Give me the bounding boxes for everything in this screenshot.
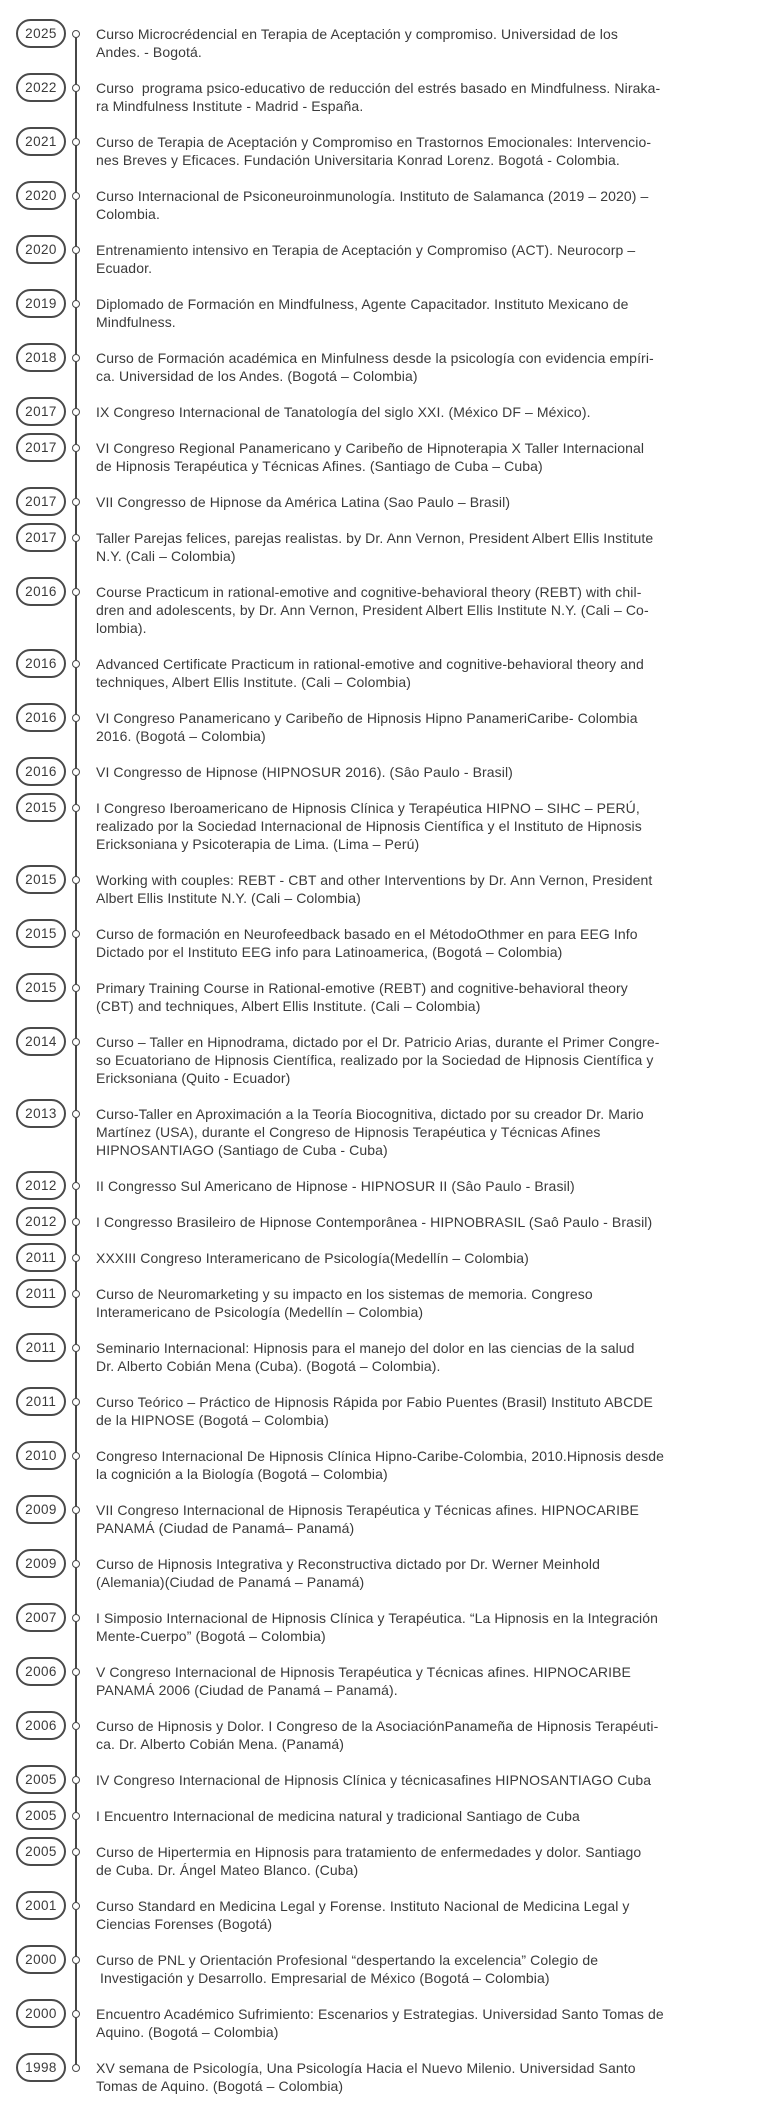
entry-description [96,439,751,475]
year-badge: 2006 [16,1657,66,1686]
entry-description [96,187,751,223]
timeline-dot-icon [72,300,80,308]
entry-year-column [0,1033,96,1051]
timeline-dot-icon [72,246,80,254]
timeline-dot-icon [72,768,80,776]
timeline-entry [0,493,751,511]
entry-text-line: ca. Universidad de los Andes. (Bogotá – Colombia) [96,368,418,384]
entry-year-column [0,709,96,727]
year-badge: 2015 [16,793,66,822]
entry-text-line: Taller Parejas felices, parejas realistas. by Dr. Ann Vernon, President Albert Ellis Institute [96,530,654,546]
entry-text-line: PANAMÁ 2006 (Ciudad de Panamá – Panamá). [96,1682,398,1698]
year-badge: 2017 [16,523,66,552]
timeline-entry [0,529,751,565]
year-badge: 2020 [16,235,66,264]
entry-text-line: Mindfulness. [96,314,176,330]
entry-text-line: la cognición a la Biología (Bogotá – Colombia) [96,1466,388,1482]
year-badge: 2007 [16,1603,66,1632]
entry-text-line: realizado por la Sociedad Internacional de Hipnosis Científica y el Instituto de Hipnosis [96,818,642,834]
year-badge: 2015 [16,919,66,948]
year-badge: 2011 [16,1279,66,1308]
entry-year-column [0,2059,96,2077]
entry-year-column [0,979,96,997]
timeline-line [75,34,77,2070]
entry-description [96,403,751,421]
timeline-entry [0,979,751,1015]
entry-description [96,529,751,565]
entry-description [96,1447,751,1483]
timeline-dot-icon [72,192,80,200]
entry-year-column [0,79,96,97]
entry-text-line: Curso – Taller en Hipnodrama, dictado por el Dr. Patricio Arias, durante el Primer Congre- [96,1034,660,1050]
entry-text-line: Curso Microcrédencial en Terapia de Aceptación y compromiso. Universidad de los [96,26,619,42]
timeline-dot-icon [72,1776,80,1784]
entry-year-column [0,493,96,511]
year-badge: 2011 [16,1387,66,1416]
timeline-dot-icon [72,1182,80,1190]
entry-year-column [0,1717,96,1735]
entry-year-column [0,655,96,673]
entry-year-column [0,403,96,421]
timeline-entry [0,1177,751,1195]
timeline-entry [0,1285,751,1321]
entry-year-column [0,1501,96,1519]
timeline-dot-icon [72,2064,80,2072]
entry-year-column [0,583,96,601]
year-badge: 2025 [16,19,66,48]
timeline-entry [0,1339,751,1375]
year-badge: 2016 [16,757,66,786]
entry-text-line: Ciencias Forenses (Bogotá) [96,1916,273,1932]
timeline-dot-icon [72,1902,80,1910]
timeline-entry [0,187,751,223]
timeline-entry [0,2005,751,2041]
entry-text-line: Curso de PNL y Orientación Profesional “despertando la excelencia” Colegio de [96,1952,599,1968]
entry-year-column [0,1393,96,1411]
entry-description [96,655,751,691]
timeline-entry [0,1213,751,1231]
timeline-dot-icon [72,408,80,416]
entry-text-line: Curso de Formación académica en Minfulness desde la psicología con evidencia empíri- [96,350,654,366]
entry-description [96,1339,751,1375]
entry-text-line: PANAMÁ (Ciudad de Panamá– Panamá) [96,1520,355,1536]
timeline-dot-icon [72,444,80,452]
year-badge: 2010 [16,1441,66,1470]
entry-text-line: so Ecuatoriano de Hipnosis Científica, realizado por la Sociedad de Hipnosis Científica y [96,1052,654,1068]
entry-text-line: VII Congreso Internacional de Hipnosis Terapéutica y Técnicas afines. HIPNOCARIBE [96,1502,639,1518]
entry-year-column [0,529,96,547]
entry-year-column [0,925,96,943]
entry-text-line: IV Congreso Internacional de Hipnosis Clínica y técnicasafines HIPNOSANTIAGO Cuba [96,1772,652,1788]
timeline-entry [0,1393,751,1429]
entry-description [96,1249,751,1267]
timeline-entry [0,1249,751,1267]
entry-year-column [0,763,96,781]
entry-text-line: Albert Ellis Institute N.Y. (Cali – Colombia) [96,890,361,906]
entry-text-line: Curso Internacional de Psiconeuroinmunología. Instituto de Salamanca (2019 – 2020) – [96,188,649,204]
timeline-dot-icon [72,1812,80,1820]
timeline-dot-icon [72,930,80,938]
timeline-entry [0,25,751,61]
timeline-dot-icon [72,1110,80,1118]
year-badge: 2012 [16,1171,66,1200]
entry-text-line: Diplomado de Formación en Mindfulness, Agente Capacitador. Instituto Mexicano de [96,296,629,312]
entry-text-line: I Encuentro Internacional de medicina natural y tradicional Santiago de Cuba [96,1808,580,1824]
timeline-entry [0,925,751,961]
entry-description [96,1105,751,1159]
entry-description [96,493,751,511]
entry-text-line: de Hipnosis Terapéutica y Técnicas Afines. (Santiago de Cuba – Cuba) [96,458,543,474]
entry-year-column [0,187,96,205]
timeline-dot-icon [72,138,80,146]
entry-year-column [0,1339,96,1357]
entry-year-column [0,25,96,43]
entry-text-line: Curso de Hipertermia en Hipnosis para tratamiento de enfermedades y dolor. Santiago [96,1844,642,1860]
year-badge: 2016 [16,649,66,678]
entry-description [96,2059,751,2095]
entry-description [96,583,751,637]
entry-text-line: I Congreso Iberoamericano de Hipnosis Clínica y Terapéutica HIPNO – SIHC – PERÚ, [96,800,640,816]
entry-text-line: Mente-Cuerpo” (Bogotá – Colombia) [96,1628,326,1644]
entry-description [96,2005,751,2041]
entry-description [96,871,751,907]
year-badge: 2011 [16,1243,66,1272]
entry-text-line: VI Congresso de Hipnose (HIPNOSUR 2016). (Sâo Paulo - Brasil) [96,764,513,780]
entry-description [96,1897,751,1933]
timeline-dot-icon [72,660,80,668]
year-badge: 2019 [16,289,66,318]
entry-text-line: Curso de Terapia de Aceptación y Compromiso en Trastornos Emocionales: Intervencio- [96,134,652,150]
entry-text-line: VI Congreso Regional Panamericano y Caribeño de Hipnoterapia X Taller Internacional [96,440,645,456]
entry-year-column [0,1285,96,1303]
entry-description [96,1555,751,1591]
entry-text-line: lombia). [96,620,147,636]
entry-text-line: Interamericano de Psicología (Medellín – Colombia) [96,1304,424,1320]
entry-text-line: IX Congreso Internacional de Tanatología del siglo XXI. (México DF – México). [96,404,591,420]
entry-text-line: Curso de formación en Neurofeedback basado en el MétodoOthmer en para EEG Info [96,926,638,942]
year-badge: 2016 [16,703,66,732]
entry-text-line: Curso-Taller en Aproximación a la Teoría Biocognitiva, dictado por su creador Dr. Mario [96,1106,644,1122]
year-badge: 2021 [16,127,66,156]
timeline-dot-icon [72,1722,80,1730]
entry-text-line: I Simposio Internacional de Hipnosis Clínica y Terapéutica. “La Hipnosis en la Integración [96,1610,659,1626]
entry-text-line: Seminario Internacional: Hipnosis para el manejo del dolor en las ciencias de la salud [96,1340,635,1356]
entry-text-line: dren and adolescents, by Dr. Ann Vernon, President Albert Ellis Institute N.Y. (Cali – Co- [96,602,649,618]
timeline-entry [0,583,751,637]
entry-text-line: Ecuador. [96,260,153,276]
year-badge: 2005 [16,1837,66,1866]
entry-year-column [0,1555,96,1573]
entry-text-line: Curso Standard en Medicina Legal y Forense. Instituto Nacional de Medicina Legal y [96,1898,630,1914]
entry-description [96,709,751,745]
year-badge: 2016 [16,577,66,606]
entry-text-line: Curso de Hipnosis y Dolor. I Congreso de la AsociaciónPanameña de Hipnosis Terapéuti- [96,1718,659,1734]
entry-text-line: techniques, Albert Ellis Institute. (Cali – Colombia) [96,674,411,690]
year-badge: 2018 [16,343,66,372]
entry-text-line: Curso de Hipnosis Integrativa y Reconstructiva dictado por Dr. Werner Meinhold [96,1556,600,1572]
entry-year-column [0,1105,96,1123]
entry-text-line: VI Congreso Panamericano y Caribeño de Hipnosis Hipno PanameriCaribe- Colombia [96,710,638,726]
timeline-entry [0,1105,751,1159]
entry-year-column [0,1807,96,1825]
timeline-entry [0,799,751,853]
year-badge: 2011 [16,1333,66,1362]
entry-year-column [0,2005,96,2023]
timeline-dot-icon [72,984,80,992]
entry-description [96,1807,751,1825]
year-badge: 2009 [16,1495,66,1524]
timeline-dot-icon [72,354,80,362]
timeline-entry [0,1807,751,1825]
entry-year-column [0,295,96,313]
year-badge: 2009 [16,1549,66,1578]
entry-year-column [0,439,96,457]
entry-year-column [0,241,96,259]
timeline-entry [0,1447,751,1483]
entry-text-line: nes Breves y Eficaces. Fundación Universitaria Konrad Lorenz. Bogotá - Colombia. [96,152,620,168]
timeline-entry [0,1609,751,1645]
timeline-dot-icon [72,1290,80,1298]
year-badge: 2012 [16,1207,66,1236]
entry-description [96,241,751,277]
timeline-entry [0,763,751,781]
entry-text-line: Working with couples: REBT - CBT and other Interventions by Dr. Ann Vernon, President [96,872,653,888]
timeline-dot-icon [72,30,80,38]
year-badge: 2001 [16,1891,66,1920]
entry-text-line: N.Y. (Cali – Colombia) [96,548,236,564]
timeline-entry [0,1771,751,1789]
entry-text-line: ra Mindfulness Institute - Madrid - España. [96,98,364,114]
entry-text-line: 2016. (Bogotá – Colombia) [96,728,266,744]
entry-description [96,349,751,385]
entry-year-column [0,1951,96,1969]
entry-text-line: Aquino. (Bogotá – Colombia) [96,2024,279,2040]
entry-year-column [0,1771,96,1789]
entry-description [96,25,751,61]
year-badge: 2006 [16,1711,66,1740]
timeline-entry [0,1663,751,1699]
entry-text-line: Entrenamiento intensivo en Terapia de Aceptación y Compromiso (ACT). Neurocorp – [96,242,636,258]
timeline-dot-icon [72,1668,80,1676]
entry-text-line: Andes. - Bogotá. [96,44,202,60]
entry-text-line: Dictado por el Instituto EEG info para Latinoamerica, (Bogotá – Colombia) [96,944,563,960]
entry-description [96,799,751,853]
year-badge: 2017 [16,397,66,426]
entry-description [96,133,751,169]
entry-year-column [0,1663,96,1681]
entry-description [96,1501,751,1537]
entry-text-line: Martínez (USA), durante el Congreso de Hipnosis Terapéutica y Técnicas Afines [96,1124,601,1140]
entry-year-column [0,871,96,889]
entry-text-line: (CBT) and techniques, Albert Ellis Institute. (Cali – Colombia) [96,998,481,1014]
timeline-dot-icon [72,714,80,722]
entry-description [96,1609,751,1645]
timeline-entry [0,709,751,745]
year-badge: 2022 [16,73,66,102]
timeline-entry [0,295,751,331]
entry-text-line: (Alemania)(Ciudad de Panamá – Panamá) [96,1574,365,1590]
timeline-dot-icon [72,1344,80,1352]
timeline-dot-icon [72,588,80,596]
entry-text-line: XV semana de Psicología, Una Psicología Hacia el Nuevo Milenio. Universidad Santo [96,2060,636,2076]
entry-text-line: II Congresso Sul Americano de Hipnose - HIPNOSUR II (Sâo Paulo - Brasil) [96,1178,575,1194]
entry-description [96,1717,751,1753]
entry-text-line: Curso de Neuromarketing y su impacto en los sistemas de memoria. Congreso [96,1286,593,1302]
entry-description [96,1033,751,1087]
entry-text-line: V Congreso Internacional de Hipnosis Terapéutica y Técnicas afines. HIPNOCARIBE [96,1664,631,1680]
timeline-dot-icon [72,1398,80,1406]
year-badge: 1998 [16,2053,66,2082]
year-badge: 2000 [16,1999,66,2028]
timeline-dot-icon [72,498,80,506]
year-badge: 2005 [16,1801,66,1830]
year-badge: 2017 [16,433,66,462]
entry-description [96,79,751,115]
entry-text-line: Investigación y Desarrollo. Empresarial de México (Bogotá – Colombia) [96,1970,550,1986]
entry-description [96,925,751,961]
entry-text-line: Colombia. [96,206,160,222]
entry-text-line: HIPNOSANTIAGO (Santiago de Cuba - Cuba) [96,1142,388,1158]
entry-description [96,763,751,781]
timeline-dot-icon [72,804,80,812]
timeline-entry [0,1033,751,1087]
entry-description [96,1663,751,1699]
year-badge: 2020 [16,181,66,210]
timeline-entry [0,133,751,169]
entry-text-line: Encuentro Académico Sufrimiento: Escenarios y Estrategias. Universidad Santo Tomas de [96,2006,664,2022]
year-badge: 2015 [16,865,66,894]
entry-year-column [0,1897,96,1915]
entry-text-line: de la HIPNOSE (Bogotá – Colombia) [96,1412,329,1428]
year-badge: 2017 [16,487,66,516]
timeline-dot-icon [72,1218,80,1226]
year-badge: 2014 [16,1027,66,1056]
timeline-entry [0,1951,751,1987]
timeline-dot-icon [72,1452,80,1460]
timeline-entry [0,871,751,907]
entry-text-line: VII Congresso de Hipnose da América Latina (Sao Paulo – Brasil) [96,494,511,510]
timeline-entry [0,439,751,475]
timeline-entry [0,403,751,421]
entry-year-column [0,133,96,151]
timeline-dot-icon [72,876,80,884]
entry-description [96,1213,751,1231]
entry-description [96,1843,751,1879]
timeline-entry [0,349,751,385]
year-badge: 2013 [16,1099,66,1128]
entry-text-line: Curso programa psico-educativo de reducción del estrés basado en Mindfulness. Niraka- [96,80,661,96]
entry-year-column [0,1213,96,1231]
entry-text-line: ca. Dr. Alberto Cobián Mena. (Panamá) [96,1736,345,1752]
timeline-entry [0,1897,751,1933]
entry-text-line: Ericksoniana (Quito - Ecuador) [96,1070,291,1086]
timeline-dot-icon [72,1560,80,1568]
timeline-entry [0,241,751,277]
timeline-entry [0,1717,751,1753]
entry-year-column [0,1609,96,1627]
timeline-entry [0,2059,751,2095]
entry-text-line: Course Practicum in rational-emotive and cognitive-behavioral theory (REBT) with chil- [96,584,642,600]
year-badge: 2000 [16,1945,66,1974]
entry-description [96,1951,751,1987]
timeline-dot-icon [72,1848,80,1856]
year-badge: 2005 [16,1765,66,1794]
entry-description [96,979,751,1015]
timeline-dot-icon [72,84,80,92]
entry-text-line: Congreso Internacional De Hipnosis Clínica Hipno-Caribe-Colombia, 2010.Hipnosis desde [96,1448,665,1464]
timeline-dot-icon [72,1038,80,1046]
timeline-entry [0,1843,751,1879]
entry-year-column [0,1843,96,1861]
entry-description [96,1393,751,1429]
entry-text-line: Ericksoniana y Psicoterapia de Lima. (Lima – Perú) [96,836,420,852]
timeline-entry [0,79,751,115]
year-badge: 2015 [16,973,66,1002]
entry-year-column [0,1447,96,1465]
entry-year-column [0,1177,96,1195]
entry-description [96,295,751,331]
timeline-dot-icon [72,1614,80,1622]
entry-text-line: I Congresso Brasileiro de Hipnose Contemporânea - HIPNOBRASIL (Saô Paulo - Brasil) [96,1214,653,1230]
entry-text-line: Tomas de Aquino. (Bogotá – Colombia) [96,2078,344,2094]
entry-text-line: Advanced Certificate Practicum in rational-emotive and cognitive-behavioral theory and [96,656,644,672]
entry-description [96,1285,751,1321]
entry-text-line: Primary Training Course in Rational-emotive (REBT) and cognitive-behavioral theory [96,980,628,996]
entry-year-column [0,799,96,817]
entry-year-column [0,1249,96,1267]
entry-text-line: de Cuba. Dr. Ángel Mateo Blanco. (Cuba) [96,1862,359,1878]
timeline-dot-icon [72,1254,80,1262]
timeline-dot-icon [72,1956,80,1964]
timeline-entry [0,1555,751,1591]
timeline-entry [0,655,751,691]
entry-description [96,1771,751,1789]
entry-year-column [0,349,96,367]
entry-text-line: Curso Teórico – Práctico de Hipnosis Rápida por Fabio Puentes (Brasil) Instituto ABCDE [96,1394,653,1410]
timeline-dot-icon [72,534,80,542]
entry-text-line: XXXIII Congreso Interamericano de Psicología(Medellín – Colombia) [96,1250,529,1266]
timeline-dot-icon [72,1506,80,1514]
timeline-entry [0,1501,751,1537]
timeline-dot-icon [72,2010,80,2018]
entry-text-line: Dr. Alberto Cobián Mena (Cuba). (Bogotá – Colombia). [96,1358,441,1374]
entry-description [96,1177,751,1195]
